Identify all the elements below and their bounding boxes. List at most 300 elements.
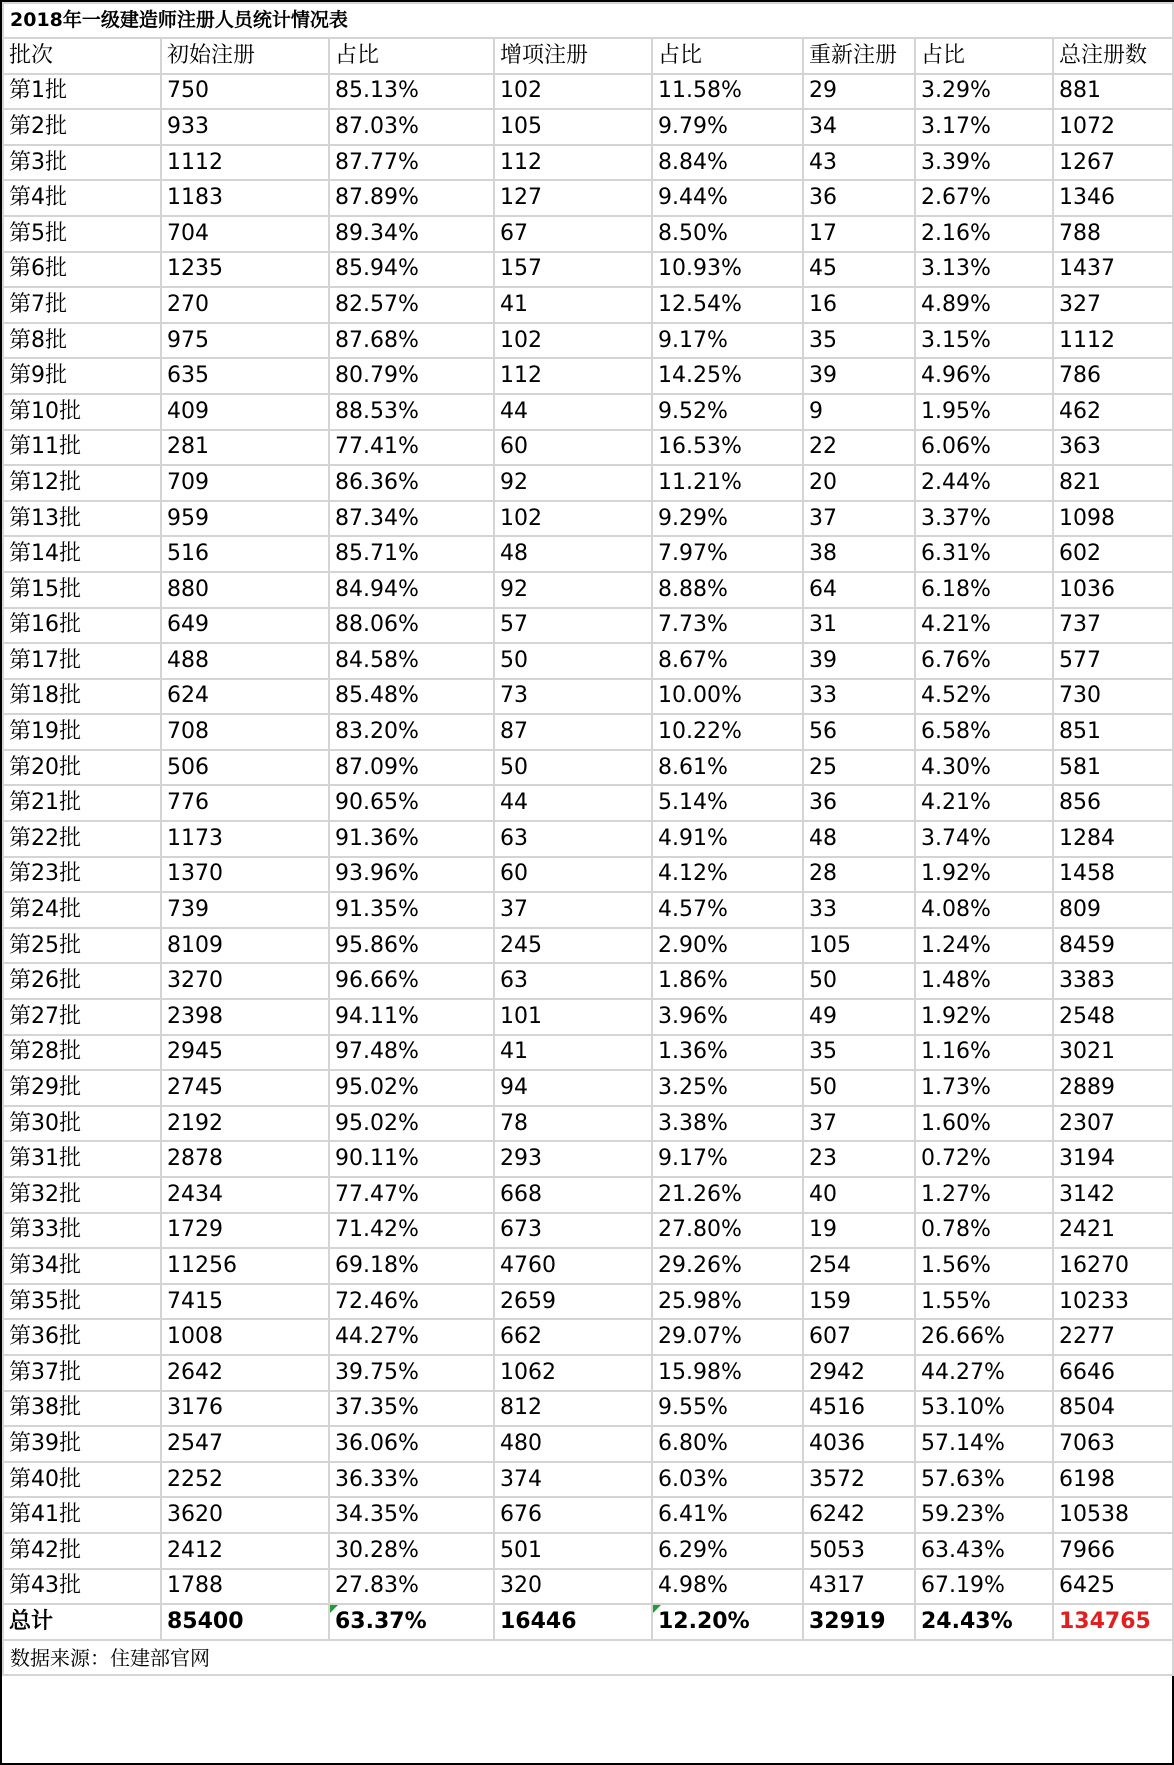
grand-total-cell[interactable] bbox=[1053, 1604, 1173, 1640]
table-cell[interactable]: 第35批 bbox=[3, 1284, 161, 1320]
table-cell[interactable]: 4.98% bbox=[652, 1569, 803, 1605]
table-cell[interactable]: 87.68% bbox=[329, 323, 494, 359]
table-cell[interactable]: 1437 bbox=[1053, 252, 1173, 288]
table-cell[interactable]: 1235 bbox=[161, 252, 329, 288]
header-cell[interactable]: 增项注册 bbox=[494, 38, 652, 74]
table-cell[interactable]: 84.94% bbox=[329, 572, 494, 608]
table-cell[interactable]: 750 bbox=[161, 74, 329, 110]
table-cell[interactable]: 4760 bbox=[494, 1248, 652, 1284]
table-cell[interactable]: 4516 bbox=[803, 1391, 915, 1427]
table-cell[interactable]: 1.73% bbox=[915, 1070, 1053, 1106]
table-cell[interactable]: 第20批 bbox=[3, 750, 161, 786]
table-cell[interactable]: 87 bbox=[494, 714, 652, 750]
table-cell[interactable]: 第18批 bbox=[3, 679, 161, 715]
table-cell[interactable]: 281 bbox=[161, 430, 329, 466]
data-source-note[interactable]: 数据来源：住建部官网 bbox=[3, 1640, 1173, 1676]
table-cell[interactable]: 1098 bbox=[1053, 501, 1173, 537]
header-cell[interactable]: 总注册数 bbox=[1053, 38, 1173, 74]
table-cell[interactable]: 56 bbox=[803, 714, 915, 750]
table-cell[interactable]: 102 bbox=[494, 323, 652, 359]
table-cell[interactable]: 80.79% bbox=[329, 358, 494, 394]
table-cell[interactable]: 50 bbox=[494, 643, 652, 679]
table-cell[interactable]: 624 bbox=[161, 679, 329, 715]
table-cell[interactable]: 812 bbox=[494, 1391, 652, 1427]
table-cell[interactable]: 第8批 bbox=[3, 323, 161, 359]
table-cell[interactable]: 95.86% bbox=[329, 928, 494, 964]
table-cell[interactable]: 708 bbox=[161, 714, 329, 750]
table-cell[interactable]: 9.29% bbox=[652, 501, 803, 537]
table-cell[interactable]: 2745 bbox=[161, 1070, 329, 1106]
table-cell[interactable]: 2.44% bbox=[915, 465, 1053, 501]
table-cell[interactable]: 90.65% bbox=[329, 785, 494, 821]
table-cell[interactable]: 44 bbox=[494, 785, 652, 821]
table-cell[interactable]: 1072 bbox=[1053, 109, 1173, 145]
table-cell[interactable]: 89.34% bbox=[329, 216, 494, 252]
table-cell[interactable]: 第27批 bbox=[3, 999, 161, 1035]
table-cell[interactable]: 1183 bbox=[161, 180, 329, 216]
table-cell[interactable]: 第41批 bbox=[3, 1497, 161, 1533]
table-cell[interactable]: 85.13% bbox=[329, 74, 494, 110]
table-cell[interactable]: 8.50% bbox=[652, 216, 803, 252]
table-cell[interactable]: 1062 bbox=[494, 1355, 652, 1391]
table-cell[interactable]: 12.54% bbox=[652, 287, 803, 323]
table-cell[interactable]: 2547 bbox=[161, 1426, 329, 1462]
table-cell[interactable]: 607 bbox=[803, 1319, 915, 1355]
table-cell[interactable]: 87.03% bbox=[329, 109, 494, 145]
table-cell[interactable]: 4.52% bbox=[915, 679, 1053, 715]
table-cell[interactable]: 4.21% bbox=[915, 785, 1053, 821]
table-cell[interactable]: 788 bbox=[1053, 216, 1173, 252]
table-cell[interactable]: 851 bbox=[1053, 714, 1173, 750]
table-cell[interactable]: 第31批 bbox=[3, 1141, 161, 1177]
table-cell[interactable]: 59.23% bbox=[915, 1497, 1053, 1533]
table-cell[interactable]: 245 bbox=[494, 928, 652, 964]
table-cell[interactable]: 320 bbox=[494, 1569, 652, 1605]
table-cell[interactable]: 1112 bbox=[1053, 323, 1173, 359]
table-cell[interactable]: 157 bbox=[494, 252, 652, 288]
table-cell[interactable]: 3.96% bbox=[652, 999, 803, 1035]
table-cell[interactable]: 501 bbox=[494, 1533, 652, 1569]
table-cell[interactable]: 43 bbox=[803, 145, 915, 181]
table-cell[interactable]: 3.74% bbox=[915, 821, 1053, 857]
table-cell[interactable]: 293 bbox=[494, 1141, 652, 1177]
table-cell[interactable]: 50 bbox=[803, 1070, 915, 1106]
table-cell[interactable]: 3.37% bbox=[915, 501, 1053, 537]
table-cell[interactable]: 27.83% bbox=[329, 1569, 494, 1605]
table-cell[interactable]: 第16批 bbox=[3, 608, 161, 644]
table-cell[interactable]: 3.17% bbox=[915, 109, 1053, 145]
table-cell[interactable]: 4.96% bbox=[915, 358, 1053, 394]
table-cell[interactable]: 4.08% bbox=[915, 892, 1053, 928]
table-cell[interactable]: 63.43% bbox=[915, 1533, 1053, 1569]
table-cell[interactable]: 10.00% bbox=[652, 679, 803, 715]
table-cell[interactable]: 19 bbox=[803, 1213, 915, 1249]
table-cell[interactable]: 33 bbox=[803, 892, 915, 928]
table-cell[interactable]: 35 bbox=[803, 323, 915, 359]
table-cell[interactable]: 4.57% bbox=[652, 892, 803, 928]
table-cell[interactable]: 4317 bbox=[803, 1569, 915, 1605]
table-cell[interactable]: 6.06% bbox=[915, 430, 1053, 466]
table-cell[interactable]: 1.56% bbox=[915, 1248, 1053, 1284]
table-cell[interactable]: 602 bbox=[1053, 536, 1173, 572]
table-cell[interactable]: 3.25% bbox=[652, 1070, 803, 1106]
table-cell[interactable]: 4.30% bbox=[915, 750, 1053, 786]
table-cell[interactable]: 10538 bbox=[1053, 1497, 1173, 1533]
table-cell[interactable]: 93.96% bbox=[329, 857, 494, 893]
table-cell[interactable]: 37 bbox=[803, 1106, 915, 1142]
table-cell[interactable]: 1008 bbox=[161, 1319, 329, 1355]
table-cell[interactable]: 8.67% bbox=[652, 643, 803, 679]
table-cell[interactable]: 第42批 bbox=[3, 1533, 161, 1569]
table-cell[interactable]: 6.03% bbox=[652, 1462, 803, 1498]
table-cell[interactable]: 6.58% bbox=[915, 714, 1053, 750]
header-cell[interactable]: 占比 bbox=[652, 38, 803, 74]
table-cell[interactable]: 2659 bbox=[494, 1284, 652, 1320]
header-cell[interactable]: 占比 bbox=[915, 38, 1053, 74]
table-cell[interactable]: 101 bbox=[494, 999, 652, 1035]
table-cell[interactable]: 581 bbox=[1053, 750, 1173, 786]
table-cell[interactable]: 26.66% bbox=[915, 1319, 1053, 1355]
table-cell[interactable]: 40 bbox=[803, 1177, 915, 1213]
table-cell[interactable]: 10.22% bbox=[652, 714, 803, 750]
table-cell[interactable]: 第25批 bbox=[3, 928, 161, 964]
table-cell[interactable]: 704 bbox=[161, 216, 329, 252]
table-cell[interactable]: 462 bbox=[1053, 394, 1173, 430]
table-cell[interactable]: 29 bbox=[803, 74, 915, 110]
table-cell[interactable]: 第39批 bbox=[3, 1426, 161, 1462]
table-cell[interactable]: 第4批 bbox=[3, 180, 161, 216]
table-cell[interactable]: 8.61% bbox=[652, 750, 803, 786]
total-cell[interactable] bbox=[161, 1604, 329, 1640]
table-cell[interactable]: 2192 bbox=[161, 1106, 329, 1142]
table-cell[interactable]: 5053 bbox=[803, 1533, 915, 1569]
table-cell[interactable]: 9.44% bbox=[652, 180, 803, 216]
table-cell[interactable]: 第32批 bbox=[3, 1177, 161, 1213]
table-cell[interactable]: 933 bbox=[161, 109, 329, 145]
table-cell[interactable]: 2307 bbox=[1053, 1106, 1173, 1142]
table-cell[interactable]: 第9批 bbox=[3, 358, 161, 394]
table-cell[interactable]: 159 bbox=[803, 1284, 915, 1320]
table-cell[interactable]: 第23批 bbox=[3, 857, 161, 893]
table-cell[interactable]: 809 bbox=[1053, 892, 1173, 928]
table-cell[interactable]: 第22批 bbox=[3, 821, 161, 857]
table-cell[interactable]: 25 bbox=[803, 750, 915, 786]
table-cell[interactable]: 1.24% bbox=[915, 928, 1053, 964]
table-cell[interactable]: 127 bbox=[494, 180, 652, 216]
table-cell[interactable]: 29.26% bbox=[652, 1248, 803, 1284]
table-cell[interactable]: 1.36% bbox=[652, 1035, 803, 1071]
table-cell[interactable]: 102 bbox=[494, 501, 652, 537]
table-cell[interactable]: 9.52% bbox=[652, 394, 803, 430]
table-cell[interactable]: 1.60% bbox=[915, 1106, 1053, 1142]
table-cell[interactable]: 17 bbox=[803, 216, 915, 252]
header-cell[interactable]: 初始注册 bbox=[161, 38, 329, 74]
table-cell[interactable]: 662 bbox=[494, 1319, 652, 1355]
table-cell[interactable]: 87.34% bbox=[329, 501, 494, 537]
table-cell[interactable]: 9.17% bbox=[652, 1141, 803, 1177]
table-cell[interactable]: 3.13% bbox=[915, 252, 1053, 288]
table-cell[interactable]: 9 bbox=[803, 394, 915, 430]
table-cell[interactable]: 3.15% bbox=[915, 323, 1053, 359]
table-cell[interactable]: 1729 bbox=[161, 1213, 329, 1249]
table-cell[interactable]: 69.18% bbox=[329, 1248, 494, 1284]
table-cell[interactable]: 34.35% bbox=[329, 1497, 494, 1533]
total-cell[interactable] bbox=[915, 1604, 1053, 1640]
table-cell[interactable]: 44 bbox=[494, 394, 652, 430]
table-cell[interactable]: 1788 bbox=[161, 1569, 329, 1605]
table-cell[interactable]: 363 bbox=[1053, 430, 1173, 466]
total-cell[interactable] bbox=[3, 1604, 161, 1640]
table-cell[interactable]: 37 bbox=[803, 501, 915, 537]
table-cell[interactable]: 20 bbox=[803, 465, 915, 501]
table-cell[interactable]: 8459 bbox=[1053, 928, 1173, 964]
table-cell[interactable]: 1.27% bbox=[915, 1177, 1053, 1213]
header-cell[interactable]: 批次 bbox=[3, 38, 161, 74]
table-cell[interactable]: 1.16% bbox=[915, 1035, 1053, 1071]
table-cell[interactable]: 67.19% bbox=[915, 1569, 1053, 1605]
table-cell[interactable]: 92 bbox=[494, 572, 652, 608]
table-cell[interactable]: 87.77% bbox=[329, 145, 494, 181]
table-cell[interactable]: 15.98% bbox=[652, 1355, 803, 1391]
table-cell[interactable]: 95.02% bbox=[329, 1070, 494, 1106]
table-cell[interactable]: 第24批 bbox=[3, 892, 161, 928]
table-cell[interactable]: 87.09% bbox=[329, 750, 494, 786]
table-cell[interactable]: 577 bbox=[1053, 643, 1173, 679]
table-cell[interactable]: 49 bbox=[803, 999, 915, 1035]
table-cell[interactable]: 3021 bbox=[1053, 1035, 1173, 1071]
table-cell[interactable]: 0.78% bbox=[915, 1213, 1053, 1249]
table-cell[interactable]: 第37批 bbox=[3, 1355, 161, 1391]
table-cell[interactable]: 7.97% bbox=[652, 536, 803, 572]
table-cell[interactable]: 9.55% bbox=[652, 1391, 803, 1427]
table-cell[interactable]: 82.57% bbox=[329, 287, 494, 323]
table-cell[interactable]: 3.39% bbox=[915, 145, 1053, 181]
table-cell[interactable]: 第33批 bbox=[3, 1213, 161, 1249]
table-cell[interactable]: 3.38% bbox=[652, 1106, 803, 1142]
table-cell[interactable]: 第29批 bbox=[3, 1070, 161, 1106]
table-cell[interactable]: 4.89% bbox=[915, 287, 1053, 323]
table-cell[interactable]: 48 bbox=[803, 821, 915, 857]
table-cell[interactable]: 39 bbox=[803, 358, 915, 394]
table-cell[interactable]: 第43批 bbox=[3, 1569, 161, 1605]
table-cell[interactable]: 第1批 bbox=[3, 74, 161, 110]
table-cell[interactable]: 1.55% bbox=[915, 1284, 1053, 1320]
total-cell[interactable] bbox=[329, 1604, 494, 1640]
table-cell[interactable]: 45 bbox=[803, 252, 915, 288]
table-cell[interactable]: 41 bbox=[494, 1035, 652, 1071]
table-cell[interactable]: 第7批 bbox=[3, 287, 161, 323]
table-cell[interactable]: 39 bbox=[803, 643, 915, 679]
table-cell[interactable]: 3.29% bbox=[915, 74, 1053, 110]
table-cell[interactable]: 30.28% bbox=[329, 1533, 494, 1569]
table-cell[interactable]: 63 bbox=[494, 963, 652, 999]
table-cell[interactable]: 516 bbox=[161, 536, 329, 572]
table-cell[interactable]: 85.48% bbox=[329, 679, 494, 715]
table-cell[interactable]: 第30批 bbox=[3, 1106, 161, 1142]
table-cell[interactable]: 86.36% bbox=[329, 465, 494, 501]
table-cell[interactable]: 3383 bbox=[1053, 963, 1173, 999]
table-cell[interactable]: 737 bbox=[1053, 608, 1173, 644]
table-cell[interactable]: 2878 bbox=[161, 1141, 329, 1177]
table-cell[interactable]: 57.14% bbox=[915, 1426, 1053, 1462]
table-cell[interactable]: 1173 bbox=[161, 821, 329, 857]
table-cell[interactable]: 4.12% bbox=[652, 857, 803, 893]
table-cell[interactable]: 11256 bbox=[161, 1248, 329, 1284]
table-cell[interactable]: 2.90% bbox=[652, 928, 803, 964]
table-cell[interactable]: 77.47% bbox=[329, 1177, 494, 1213]
table-cell[interactable]: 880 bbox=[161, 572, 329, 608]
table-cell[interactable]: 16 bbox=[803, 287, 915, 323]
table-cell[interactable]: 7063 bbox=[1053, 1426, 1173, 1462]
table-cell[interactable]: 63 bbox=[494, 821, 652, 857]
table-cell[interactable]: 709 bbox=[161, 465, 329, 501]
table-cell[interactable]: 48 bbox=[494, 536, 652, 572]
table-title[interactable]: 2018年一级建造师注册人员统计情况表 bbox=[3, 3, 1173, 38]
table-cell[interactable]: 881 bbox=[1053, 74, 1173, 110]
table-cell[interactable]: 50 bbox=[494, 750, 652, 786]
table-cell[interactable]: 3270 bbox=[161, 963, 329, 999]
header-cell[interactable]: 重新注册 bbox=[803, 38, 915, 74]
table-cell[interactable]: 57 bbox=[494, 608, 652, 644]
table-cell[interactable]: 6242 bbox=[803, 1497, 915, 1533]
table-cell[interactable]: 6646 bbox=[1053, 1355, 1173, 1391]
table-cell[interactable]: 4.21% bbox=[915, 608, 1053, 644]
table-cell[interactable]: 3176 bbox=[161, 1391, 329, 1427]
table-cell[interactable]: 22 bbox=[803, 430, 915, 466]
table-cell[interactable]: 8109 bbox=[161, 928, 329, 964]
table-cell[interactable]: 29.07% bbox=[652, 1319, 803, 1355]
table-cell[interactable]: 第19批 bbox=[3, 714, 161, 750]
table-cell[interactable]: 36.06% bbox=[329, 1426, 494, 1462]
table-cell[interactable]: 102 bbox=[494, 74, 652, 110]
table-cell[interactable]: 2945 bbox=[161, 1035, 329, 1071]
table-cell[interactable]: 44.27% bbox=[915, 1355, 1053, 1391]
table-cell[interactable]: 91.35% bbox=[329, 892, 494, 928]
table-cell[interactable]: 7415 bbox=[161, 1284, 329, 1320]
table-cell[interactable]: 3620 bbox=[161, 1497, 329, 1533]
table-cell[interactable]: 25.98% bbox=[652, 1284, 803, 1320]
total-cell[interactable] bbox=[652, 1604, 803, 1640]
table-cell[interactable]: 1267 bbox=[1053, 145, 1173, 181]
table-cell[interactable]: 23 bbox=[803, 1141, 915, 1177]
table-cell[interactable]: 776 bbox=[161, 785, 329, 821]
table-cell[interactable]: 8.88% bbox=[652, 572, 803, 608]
table-cell[interactable]: 11.21% bbox=[652, 465, 803, 501]
table-cell[interactable]: 2.16% bbox=[915, 216, 1053, 252]
table-cell[interactable]: 374 bbox=[494, 1462, 652, 1498]
table-cell[interactable]: 409 bbox=[161, 394, 329, 430]
table-cell[interactable]: 第36批 bbox=[3, 1319, 161, 1355]
table-cell[interactable]: 488 bbox=[161, 643, 329, 679]
table-cell[interactable]: 105 bbox=[803, 928, 915, 964]
table-cell[interactable]: 112 bbox=[494, 358, 652, 394]
table-cell[interactable]: 92 bbox=[494, 465, 652, 501]
table-cell[interactable]: 270 bbox=[161, 287, 329, 323]
table-cell[interactable]: 21.26% bbox=[652, 1177, 803, 1213]
table-cell[interactable]: 72.46% bbox=[329, 1284, 494, 1320]
table-cell[interactable]: 6198 bbox=[1053, 1462, 1173, 1498]
table-cell[interactable]: 10.93% bbox=[652, 252, 803, 288]
table-cell[interactable]: 1112 bbox=[161, 145, 329, 181]
table-cell[interactable]: 60 bbox=[494, 857, 652, 893]
table-cell[interactable]: 第3批 bbox=[3, 145, 161, 181]
table-cell[interactable]: 2642 bbox=[161, 1355, 329, 1391]
table-cell[interactable]: 37.35% bbox=[329, 1391, 494, 1427]
table-cell[interactable]: 730 bbox=[1053, 679, 1173, 715]
table-cell[interactable]: 96.66% bbox=[329, 963, 494, 999]
table-cell[interactable]: 36 bbox=[803, 785, 915, 821]
table-cell[interactable]: 第21批 bbox=[3, 785, 161, 821]
table-cell[interactable]: 959 bbox=[161, 501, 329, 537]
table-cell[interactable]: 78 bbox=[494, 1106, 652, 1142]
table-cell[interactable]: 6.76% bbox=[915, 643, 1053, 679]
table-cell[interactable]: 2548 bbox=[1053, 999, 1173, 1035]
table-cell[interactable]: 2942 bbox=[803, 1355, 915, 1391]
table-cell[interactable]: 73 bbox=[494, 679, 652, 715]
table-cell[interactable]: 38 bbox=[803, 536, 915, 572]
table-cell[interactable]: 67 bbox=[494, 216, 652, 252]
table-cell[interactable]: 4.91% bbox=[652, 821, 803, 857]
table-cell[interactable]: 649 bbox=[161, 608, 329, 644]
table-cell[interactable]: 975 bbox=[161, 323, 329, 359]
table-cell[interactable]: 88.06% bbox=[329, 608, 494, 644]
table-cell[interactable]: 第14批 bbox=[3, 536, 161, 572]
total-cell[interactable] bbox=[803, 1604, 915, 1640]
table-cell[interactable]: 3194 bbox=[1053, 1141, 1173, 1177]
table-cell[interactable]: 57.63% bbox=[915, 1462, 1053, 1498]
table-cell[interactable]: 1458 bbox=[1053, 857, 1173, 893]
table-cell[interactable]: 1036 bbox=[1053, 572, 1173, 608]
table-cell[interactable]: 11.58% bbox=[652, 74, 803, 110]
table-cell[interactable]: 9.17% bbox=[652, 323, 803, 359]
table-cell[interactable]: 39.75% bbox=[329, 1355, 494, 1391]
table-cell[interactable]: 3142 bbox=[1053, 1177, 1173, 1213]
table-cell[interactable]: 821 bbox=[1053, 465, 1173, 501]
table-cell[interactable]: 第40批 bbox=[3, 1462, 161, 1498]
table-cell[interactable]: 37 bbox=[494, 892, 652, 928]
table-cell[interactable]: 85.94% bbox=[329, 252, 494, 288]
table-cell[interactable]: 34 bbox=[803, 109, 915, 145]
table-cell[interactable]: 6.29% bbox=[652, 1533, 803, 1569]
table-cell[interactable]: 7.73% bbox=[652, 608, 803, 644]
table-cell[interactable]: 105 bbox=[494, 109, 652, 145]
table-cell[interactable]: 6.80% bbox=[652, 1426, 803, 1462]
table-cell[interactable]: 第15批 bbox=[3, 572, 161, 608]
table-cell[interactable]: 2412 bbox=[161, 1533, 329, 1569]
table-cell[interactable]: 676 bbox=[494, 1497, 652, 1533]
table-cell[interactable]: 668 bbox=[494, 1177, 652, 1213]
table-cell[interactable]: 8.84% bbox=[652, 145, 803, 181]
table-cell[interactable]: 506 bbox=[161, 750, 329, 786]
table-cell[interactable]: 33 bbox=[803, 679, 915, 715]
table-cell[interactable]: 7966 bbox=[1053, 1533, 1173, 1569]
table-cell[interactable]: 87.89% bbox=[329, 180, 494, 216]
table-cell[interactable]: 2421 bbox=[1053, 1213, 1173, 1249]
table-cell[interactable]: 36.33% bbox=[329, 1462, 494, 1498]
table-cell[interactable]: 50 bbox=[803, 963, 915, 999]
table-cell[interactable]: 64 bbox=[803, 572, 915, 608]
table-cell[interactable]: 第5批 bbox=[3, 216, 161, 252]
table-cell[interactable]: 97.48% bbox=[329, 1035, 494, 1071]
table-cell[interactable]: 16.53% bbox=[652, 430, 803, 466]
table-cell[interactable]: 635 bbox=[161, 358, 329, 394]
table-cell[interactable]: 91.36% bbox=[329, 821, 494, 857]
table-cell[interactable]: 2277 bbox=[1053, 1319, 1173, 1355]
table-cell[interactable]: 第34批 bbox=[3, 1248, 161, 1284]
table-cell[interactable]: 85.71% bbox=[329, 536, 494, 572]
table-cell[interactable]: 2889 bbox=[1053, 1070, 1173, 1106]
table-cell[interactable]: 27.80% bbox=[652, 1213, 803, 1249]
